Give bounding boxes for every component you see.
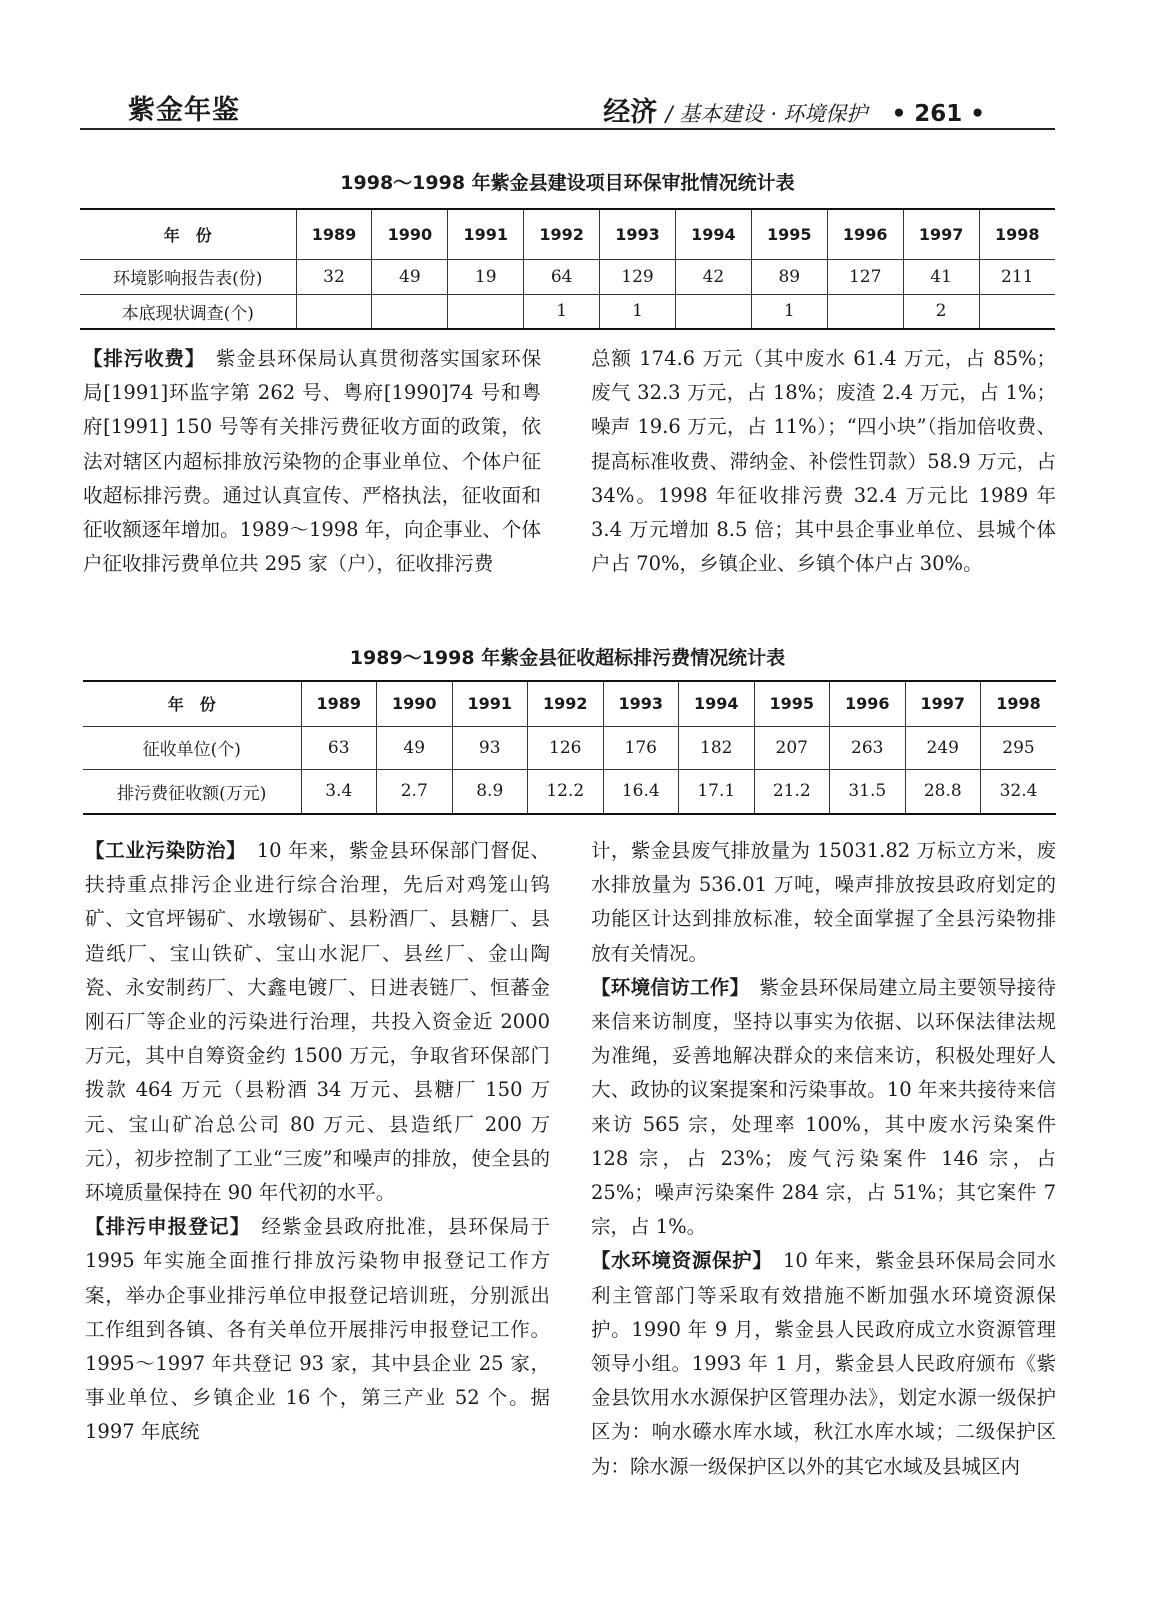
year-cell: 1995 (754, 681, 830, 726)
table-cell: 93 (452, 726, 528, 769)
year-cell: 1991 (448, 209, 524, 259)
water-heading: 【水环境资源保护】 (591, 1249, 763, 1273)
year-cell: 1991 (452, 681, 528, 726)
year-cell: 1997 (903, 209, 979, 259)
table-cell: 295 (981, 726, 1057, 769)
table-row (83, 769, 1056, 814)
table-cell: 249 (905, 726, 981, 769)
approval-stats-table (80, 208, 1055, 330)
year-cell: 1992 (524, 209, 600, 259)
table-cell: 42 (675, 259, 751, 294)
table-cell (979, 294, 1055, 329)
year-cell: 1989 (296, 209, 372, 259)
table-header-row (83, 681, 1056, 726)
table-cell: 1 (751, 294, 827, 329)
year-cell: 1989 (301, 681, 377, 726)
table-cell: 21.2 (754, 769, 830, 814)
table-cell (296, 294, 372, 329)
subsection-title: / 基本建设 · 环境保护 (665, 102, 868, 126)
fee-body-right: 总额 174.6 万元（其中废水 61.4 万元，占 85%；废气 32.3 万元，占 18%；废渣 2.4 万元，占 1%；噪声 19.6 万元，占 11%）；“四小块”（指加倍收费、提高标准收费、滞纳金、补偿性罚款）58.9 万元，占 34%。1998 年征收排污费 32.4 万元比 1989 年 3.4 万元增加 8.5 倍；其中县企事业单位、县城个体户占 70%，乡镇企业、乡镇个体户占 30%。 (591, 347, 1056, 576)
table-cell: 12.2 (528, 769, 604, 814)
industrial-body: 10 年来，紫金县环保部门督促、扶持重点排污企业进行综合治理，先后对鸡笼山钨矿、文官坪锡矿、水墩锡矿、县粉酒厂、县糖厂、县造纸厂、宝山铁矿、宝山水泥厂、县丝厂、金山陶瓷、永安制药厂、大鑫电镀厂、日进表链厂、恒蕃金刚石厂等企业的污染进行治理，共投入资金近 2000 万元，其中自筹资金约 1500 万元，争取省环保部门拨款 464 万元（县粉酒 34 万元、县糖厂 150 万元、宝山矿冶总公司 80 万元、县造纸厂 200 万元），初步控制了工业“三废”和噪声的排放，使全县的环境质量保持在 90 年代初的水平。 (85, 839, 550, 1205)
row-label: 排污费征收额(万元) (83, 769, 301, 814)
year-cell: 1994 (675, 209, 751, 259)
table-cell: 129 (600, 259, 676, 294)
year-cell: 1997 (905, 681, 981, 726)
fee-heading: 【排污收费】 (83, 347, 196, 370)
table-cell: 31.5 (830, 769, 906, 814)
table-cell (372, 294, 448, 329)
year-cell: 1995 (751, 209, 827, 259)
declaration-heading: 【排污申报登记】 (85, 1215, 241, 1239)
year-cell: 1994 (679, 681, 755, 726)
year-cell: 1990 (372, 209, 448, 259)
table-row (83, 726, 1056, 769)
table-row (80, 259, 1055, 294)
year-cell: 1992 (528, 681, 604, 726)
table-cell: 41 (903, 259, 979, 294)
petition-body: 紫金县环保局建立局主要领导接待来信来访制度，坚持以事实为依据、以环保法律法规为准绳，妥善地解决群众的来信来访，积极处理好人大、政协的议案提案和污染事故。10 年来共接待来信来访 565 宗，处理率 100%，其中废水污染案件 128 宗，占 23%；废气污染案件 146 宗，占 25%；噪声污染案件 284 宗，占 51%；其它案件 7 宗，占 1%。 (591, 975, 1056, 1239)
table-cell: 2 (903, 294, 979, 329)
table-cell: 211 (979, 259, 1055, 294)
year-cell: 1993 (603, 681, 679, 726)
table-cell: 8.9 (452, 769, 528, 814)
table2-title: 1989～1998 年紫金县征收超标排污费情况统计表 (349, 647, 786, 669)
header-rule (80, 128, 1055, 130)
table-cell: 17.1 (679, 769, 755, 814)
declaration-continued (591, 834, 1056, 971)
year-cell: 1996 (830, 681, 906, 726)
table-cell: 126 (528, 726, 604, 769)
section-title: 经济 (603, 97, 658, 128)
table-cell (675, 294, 751, 329)
table-cell: 127 (827, 259, 903, 294)
book-title: 紫金年鉴 (128, 95, 240, 126)
row-label: 环境影响报告表(份) (80, 259, 296, 294)
table-cell: 89 (751, 259, 827, 294)
year-cell: 1996 (827, 209, 903, 259)
running-header (603, 90, 985, 129)
water-body: 10 年来，紫金县环保局会同水利主管部门等采取有效措施不断加强水环境资源保护。1990 年 9 月，紫金县人民政府成立水资源管理领导小组。1993 年 1 月，紫金县人民政府颁布《紫金县饮用水水源保护区管理办法》，划定水源一级保护区为：响水礤水库水域，秋江水库水域；二级保护区为：除水源一级保护区以外的其它水域及县城区内 (591, 1249, 1056, 1478)
table-cell: 63 (301, 726, 377, 769)
table-cell: 64 (524, 259, 600, 294)
table-cell: 182 (679, 726, 755, 769)
petition-heading: 【环境信访工作】 (591, 975, 740, 999)
table-cell: 28.8 (905, 769, 981, 814)
fee-section-left (83, 342, 541, 581)
table-cell: 1 (600, 294, 676, 329)
declaration-section (85, 1210, 550, 1449)
table-cell: 49 (377, 726, 453, 769)
table-cell: 49 (372, 259, 448, 294)
table-cell: 2.7 (377, 769, 453, 814)
table-cell: 16.4 (603, 769, 679, 814)
fee-stats-table (83, 680, 1056, 815)
table-row (80, 294, 1055, 329)
fee-section-right (591, 342, 1056, 581)
table-cell: 207 (754, 726, 830, 769)
petition-section (591, 971, 1056, 1245)
row-label: 本底现状调查(个) (80, 294, 296, 329)
water-section (591, 1244, 1056, 1483)
year-cell: 1998 (979, 209, 1055, 259)
year-header: 年 份 (83, 681, 301, 726)
table-cell: 263 (830, 726, 906, 769)
row-label: 征收单位(个) (83, 726, 301, 769)
year-header: 年 份 (80, 209, 296, 259)
page-number: • 261 • (891, 101, 985, 127)
fee-body-left: 紫金县环保局认真贯彻落实国家环保局[1991]环监字第 262 号、粤府[1990]74 号和粤府[1991] 150 号等有关排污费征收方面的政策，依法对辖区内超标排放污染物的企事业单位、个体户征收超标排污费。通过认真宣传、严格执法，征收面和征收额逐年增加。1989～1998 年，向企事业、个体户征收排污费单位共 295 家（户），征收排污费 (83, 347, 541, 576)
table-cell: 32 (296, 259, 372, 294)
industrial-section (85, 834, 550, 1210)
table-header-row (80, 209, 1055, 259)
year-cell: 1990 (377, 681, 453, 726)
table-cell: 32.4 (981, 769, 1057, 814)
table-cell: 19 (448, 259, 524, 294)
table-cell: 3.4 (301, 769, 377, 814)
industrial-heading: 【工业污染防治】 (85, 839, 237, 862)
table1-title: 1998～1998 年紫金县建设项目环保审批情况统计表 (340, 172, 795, 194)
declaration-cont-body: 计，紫金县废气排放量为 15031.82 万标立方米，废水排放量为 536.01 万吨，噪声排放按县政府划定的功能区计达到排放标准，较全面掌握了全县污染物排放有关情况。 (591, 839, 1056, 965)
declaration-body: 经紫金县政府批准，县环保局于 1995 年实施全面推行排放污染物申报登记工作方案，举办企事业排污单位申报登记培训班，分别派出工作组到各镇、各有关单位开展排污申报登记工作。1995～1997 年共登记 93 家，其中县企业 25 家，事业单位、乡镇企业 16 个，第三产业 52 个。据 1997 年底统 (85, 1215, 550, 1444)
table-cell (827, 294, 903, 329)
table-cell: 176 (603, 726, 679, 769)
right-column-lower (591, 834, 1056, 1484)
year-cell: 1993 (600, 209, 676, 259)
left-column-lower (85, 834, 550, 1450)
year-cell: 1998 (981, 681, 1057, 726)
table-cell (448, 294, 524, 329)
table-cell: 1 (524, 294, 600, 329)
